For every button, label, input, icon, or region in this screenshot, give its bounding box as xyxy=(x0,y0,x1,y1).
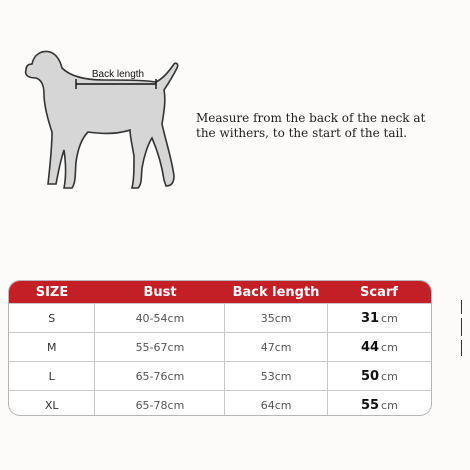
bust-cell: 65-76cm xyxy=(94,362,224,390)
header-bust: Bust xyxy=(143,284,177,300)
bust-cell: 40-54cm xyxy=(94,304,224,332)
scarf-cell xyxy=(327,333,431,361)
scarf-unit: cm xyxy=(381,311,398,325)
header-back-length: Back length xyxy=(232,284,320,300)
back-length-cell: 53cm xyxy=(224,362,326,390)
scarf-value: 31 xyxy=(360,310,380,326)
scarf-value: 44 xyxy=(360,339,380,355)
scarf-value: 50 xyxy=(360,368,380,384)
scarf-cell xyxy=(327,304,431,332)
table-row xyxy=(9,303,431,332)
size-cell: XL xyxy=(44,398,59,412)
size-cell: S xyxy=(48,311,56,325)
back-length-label: Back length xyxy=(91,69,145,80)
edge-tick-mark xyxy=(461,318,462,336)
table-row xyxy=(9,361,431,390)
edge-tick-mark xyxy=(461,300,462,314)
scarf-unit: cm xyxy=(381,369,398,383)
bust-cell: 55-67cm xyxy=(94,333,224,361)
size-cell: M xyxy=(46,340,57,354)
bust-cell: 65-78cm xyxy=(94,391,224,416)
size-chart-table xyxy=(8,280,432,416)
scarf-unit: cm xyxy=(381,398,398,412)
header-size: SIZE xyxy=(35,284,69,300)
scarf-unit: cm xyxy=(381,340,398,354)
scarf-value: 55 xyxy=(360,397,380,413)
back-length-cell: 64cm xyxy=(224,391,326,416)
back-length-cell: 35cm xyxy=(224,304,326,332)
back-length-cell: 47cm xyxy=(224,333,326,361)
measurement-instruction: Measure from the back of the neck at the withers, to the start of the tail. xyxy=(196,111,426,140)
table-header xyxy=(9,281,431,303)
table-row xyxy=(9,332,431,361)
table-row xyxy=(9,390,431,416)
dog-silhouette xyxy=(14,40,184,200)
header-scarf: Scarf xyxy=(360,284,398,300)
scarf-cell xyxy=(327,391,431,416)
scarf-cell xyxy=(327,362,431,390)
edge-tick-mark xyxy=(461,340,462,356)
size-cell: L xyxy=(48,369,55,383)
